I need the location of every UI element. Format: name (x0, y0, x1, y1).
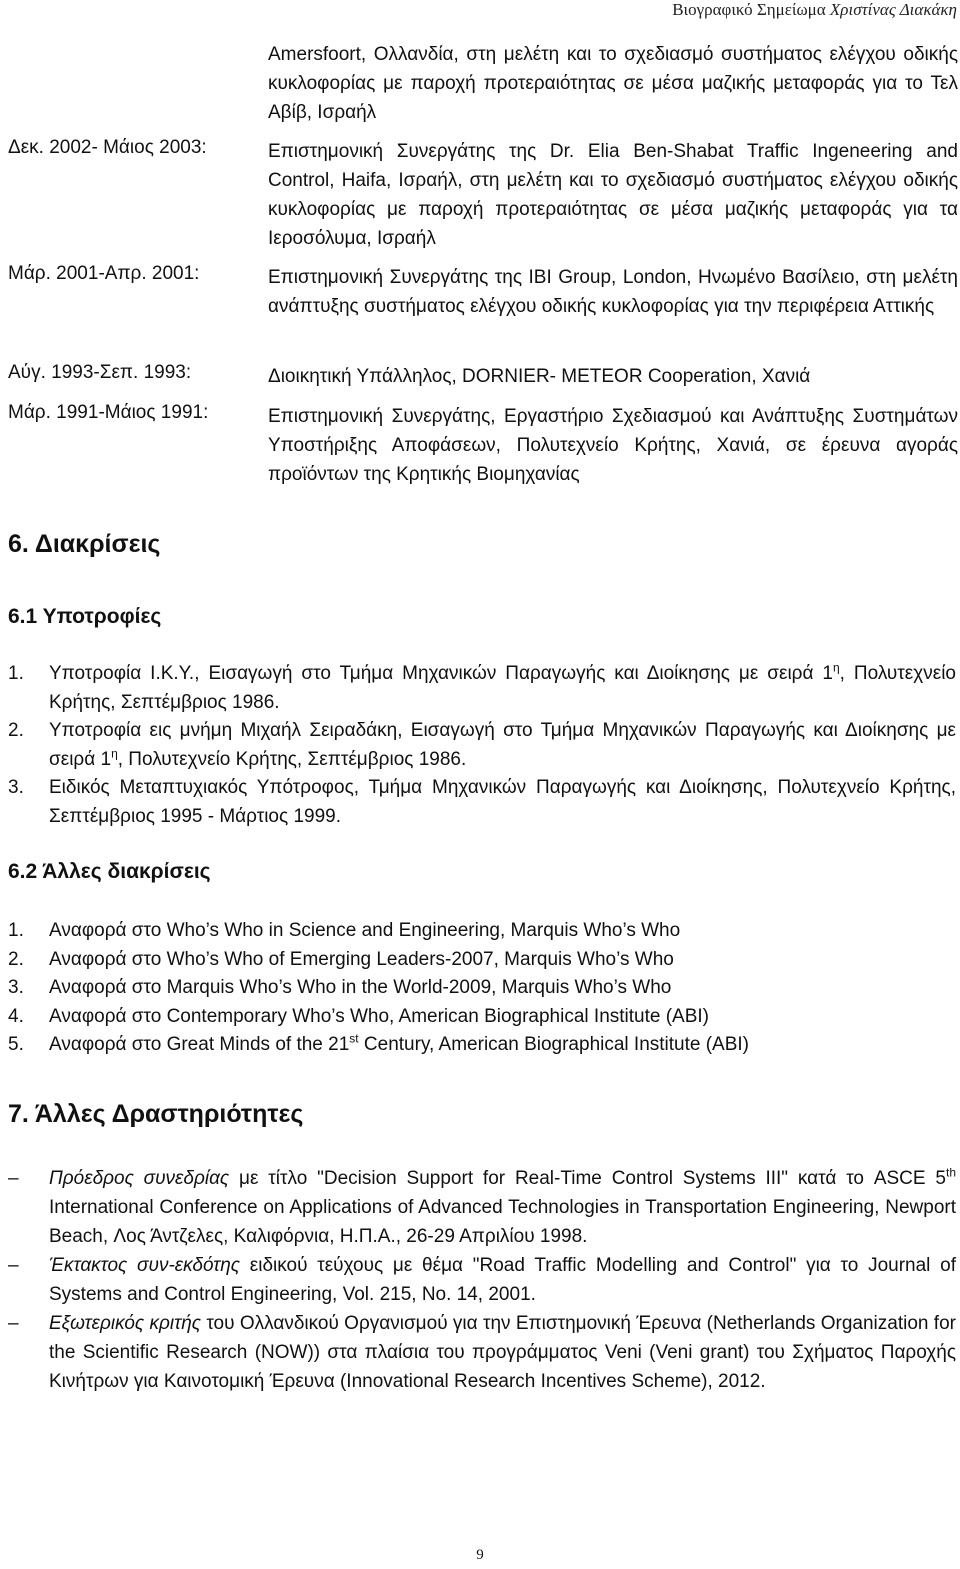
header-prefix: Βιογραφικό Σημείωμα (672, 0, 830, 19)
section-6-heading: 6. Διακρίσεις (8, 530, 161, 558)
section-7-heading: 7. Άλλες Δραστηριότητες (8, 1100, 304, 1128)
list-item: 5. Αναφορά στο Great Minds of the 21st Century, American Biographical Institute (ABI) (8, 1031, 750, 1055)
entry-description: Επιστημονική Συνεργάτης της IBI Group, London, Ηνωμένο Βασίλειο, στη μελέτη ανάπτυξης συστήματος ελέγχου οδικής κυκλοφορίας για την περιφέρεια Αττικής (268, 267, 958, 317)
list-item: 1. Αναφορά στο Who’s Who in Science and Engineering, Marquis Who’s Who (8, 920, 681, 941)
running-header (672, 0, 957, 20)
entry-date: Μάρ. 1991-Μάιος 1991: (8, 402, 209, 423)
scholarships-list (8, 660, 956, 831)
entry-date: Μάρ. 2001-Απρ. 2001: (8, 263, 200, 284)
list-item: – Έκτακτος συν-εκδότης ειδικού τεύχους με θέμα "Road Traffic Modelling and Control" για το Journal of Systems and Control Engineering, Vol. 215, No. 14, 2001. (8, 1255, 956, 1305)
entry-description: Amersfoort, Ολλανδία, στη μελέτη και το σχεδιασμό συστήματος ελέγχου οδικής κυκλοφορίας με παροχή προτεραιότητας σε μέσα μαζικής μεταφοράς για το Τελ Αβίβ, Ισραήλ (268, 44, 958, 123)
list-item: 3. Αναφορά στο Marquis Who’s Who in the World-2009, Marquis Who’s Who (8, 977, 672, 998)
page-number: 9 (476, 1547, 484, 1563)
header-name: Χριστίνας Διακάκη (829, 0, 957, 19)
other-distinctions-list (8, 917, 956, 1060)
list-item: 1. Υποτροφία Ι.Κ.Υ., Εισαγωγή στο Τμήμα Μηχανικών Παραγωγής και Διοίκησης με σειρά $1^\eta$, Πολυτεχνείο Κρήτης, Σεπτέμβριος 1986. (8, 660, 956, 713)
list-item: – Πρόεδρος συνεδρίας με τίτλο "Decision Support for Real-Time Control Systems III" κατά το ASCE 5th International Conference on Applications of Advanced Technologies in Transportation Engineering, Newport Beach, Λος Άντζελες, Καλιφόρνια, Η.Π.Α., 26-29 Απριλίου 1998. (8, 1165, 957, 1247)
entry-description: Επιστημονική Συνεργάτης της Dr. Elia Ben-Shabat Traffic Ingeneering and Control, Haifa, Ισραήλ, στη μελέτη και το σχεδιασμό συστήματος ελέγχου οδικής κυκλοφορίας με παροχή προτεραιότητας σε μέσα μαζικής μεταφοράς για τα Ιεροσόλυμα, Ισραήλ (268, 141, 958, 249)
entry-description: Διοικητική Υπάλληλος, DORNIER- METEOR Cooperation, Χανιά (268, 366, 811, 387)
activities-list (8, 1164, 956, 1396)
section-6-1-heading: 6.1 Υποτροφίες (8, 605, 162, 628)
entry-description: Επιστημονική Συνεργάτης, Εργαστήριο Σχεδιασμού και Ανάπτυξης Συστημάτων Υποστήριξης Αποφάσεων, Πολυτεχνείο Κρήτης, Χανιά, σε έρευνα αγοράς προϊόντων της Κρητικής Βιομηχανίας (268, 406, 958, 485)
list-item: 3. Ειδικός Μεταπτυχιακός Υπότροφος, Τμήμα Μηχανικών Παραγωγής και Διοίκησης, Πολυτεχνείο Κρήτης, Σεπτέμβριος 1995 - Μάρτιος 1999. (8, 777, 956, 827)
section-6-2-heading: 6.2 Άλλες διακρίσεις (8, 860, 211, 883)
entry-date: Αύγ. 1993-Σεπ. 1993: (8, 362, 192, 383)
list-item: 4. Αναφορά στο Contemporary Who’s Who, American Biographical Institute (ABI) (8, 1005, 710, 1027)
list-item: 2. Αναφορά στο Who’s Who of Emerging Leaders-2007, Marquis Who’s Who (8, 948, 674, 970)
entry-date: Δεκ. 2002- Μάιος 2003: (8, 137, 207, 158)
list-item: 2. Υποτροφία εις μνήμη Μιχαήλ Σειραδάκη, Εισαγωγή στο Τμήμα Μηχανικών Παραγωγής και Διοίκησης με σειρά $1^\eta$, Πολυτεχνείο Κρήτης, Σεπτέμβριος 1986. (8, 720, 956, 770)
list-item: – Εξωτερικός κριτής του Ολλανδικού Οργανισμού για την Επιστημονική Έρευνα (Netherlands Organization for the Scientific Research (NOW)) στα πλαίσια του προγράμματος Veni (Veni grant) του Σχήματος Παροχής Κινήτρων για Καινοτομική Έρευνα (Innovational Research Incentives Scheme), 2012. (8, 1313, 956, 1392)
